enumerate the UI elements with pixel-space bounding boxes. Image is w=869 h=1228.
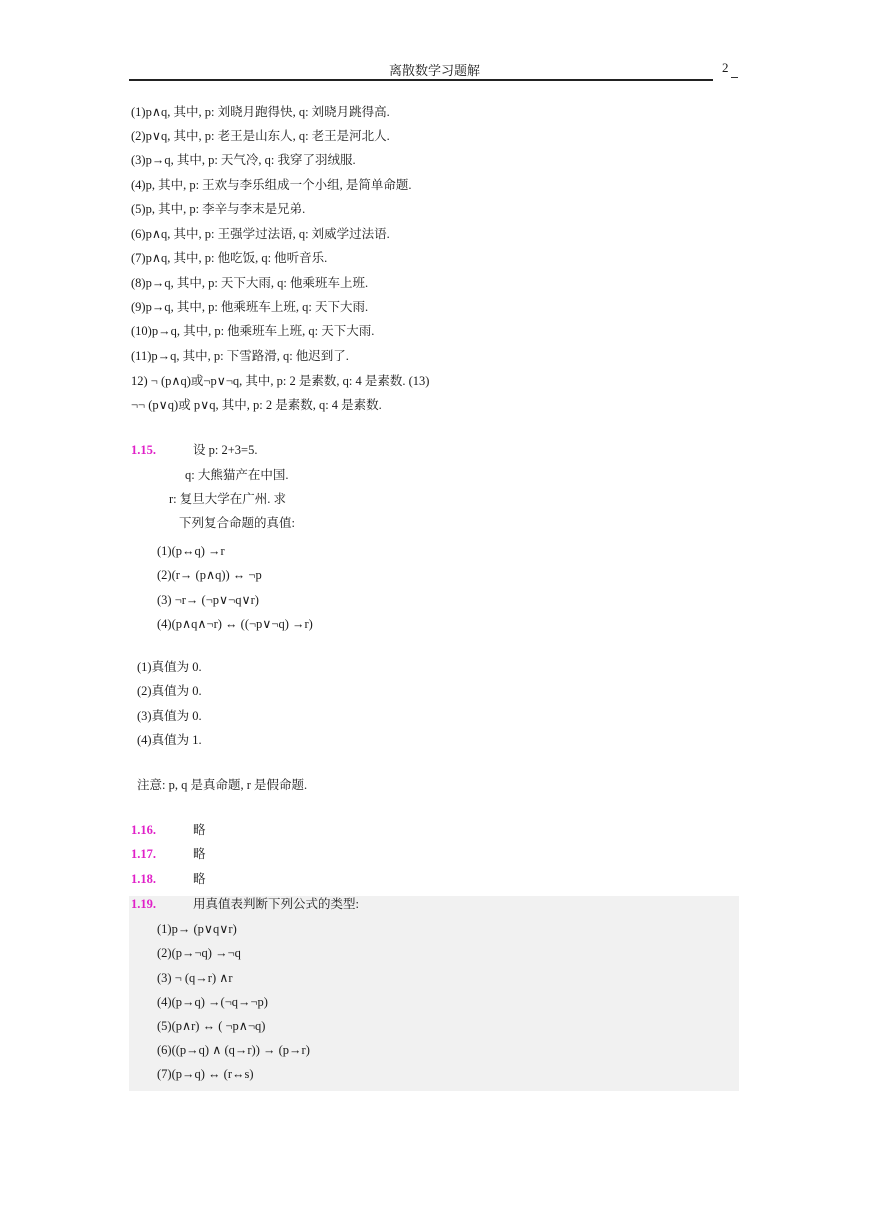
problem-text: 略 xyxy=(193,823,206,837)
formula: (3) ¬ (q→r) ∧r xyxy=(157,971,233,985)
formula: (6)((p→q) ∧ (q→r)) → (p→r) xyxy=(157,1043,310,1057)
answer-line: (5)p, 其中, p: 李辛与李末是兄弟. xyxy=(131,202,306,216)
header-rule xyxy=(129,79,713,81)
answer-line: (11)p→q, 其中, p: 下雪路滑, q: 他迟到了. xyxy=(131,349,349,363)
truth-value-answer: (1)真值为 0. xyxy=(137,660,202,674)
truth-value-answer: (3)真值为 0. xyxy=(137,709,202,723)
answer-line: (1)p∧q, 其中, p: 刘晓月跑得快, q: 刘晓月跳得高. xyxy=(131,105,390,119)
problem-text: 略 xyxy=(193,847,206,861)
problem-text: 略 xyxy=(193,872,206,886)
truth-value-answer: (4)真值为 1. xyxy=(137,733,202,747)
problem-text: 用真值表判断下列公式的类型: xyxy=(193,897,359,911)
problem-number-1-15: 1.15. xyxy=(131,443,156,457)
formula: (5)(p∧r) ↔ ( ¬p∧¬q) xyxy=(157,1019,266,1033)
problem-text: 下列复合命题的真值: xyxy=(179,516,295,530)
answer-line: (6)p∧q, 其中, p: 王强学过法语, q: 刘威学过法语. xyxy=(131,227,390,241)
formula: (3) ¬r→ (¬p∨¬q∨r) xyxy=(157,593,259,607)
problem-text: q: 大熊猫产在中国. xyxy=(185,468,289,482)
formula: (2)(p→¬q) →¬q xyxy=(157,946,241,960)
answer-line: (4)p, 其中, p: 王欢与李乐组成一个小组, 是简单命题. xyxy=(131,178,412,192)
formula: (1)(p↔q) →r xyxy=(157,544,225,558)
answer-line: (3)p→q, 其中, p: 天气冷, q: 我穿了羽绒服. xyxy=(131,153,356,167)
page-number-underline xyxy=(731,77,738,78)
answer-line: (10)p→q, 其中, p: 他乘班车上班, q: 天下大雨. xyxy=(131,324,375,338)
header-title: 离散数学习题解 xyxy=(388,63,480,78)
formula: (1)p→ (p∨q∨r) xyxy=(157,922,237,936)
formula: (7)(p→q) ↔ (r↔s) xyxy=(157,1067,254,1081)
note: 注意: p, q 是真命题, r 是假命题. xyxy=(137,778,308,792)
answer-line: (2)p∨q, 其中, p: 老王是山东人, q: 老王是河北人. xyxy=(131,129,390,143)
answer-line: 12) ¬ (p∧q)或¬p∨¬q, 其中, p: 2 是素数, q: 4 是素数. (13) xyxy=(131,374,430,388)
problem-number-1-18: 1.18. xyxy=(131,872,156,886)
answer-line: (7)p∧q, 其中, p: 他吃饭, q: 他听音乐. xyxy=(131,251,328,265)
page-number: 2 xyxy=(722,60,729,75)
answer-line: (8)p→q, 其中, p: 天下大雨, q: 他乘班车上班. xyxy=(131,276,369,290)
problem-number-1-16: 1.16. xyxy=(131,823,156,837)
truth-value-answer: (2)真值为 0. xyxy=(137,684,202,698)
problem-text: 设 p: 2+3=5. xyxy=(193,443,258,457)
formula: (4)(p→q) →(¬q→¬p) xyxy=(157,995,268,1009)
formula: (4)(p∧q∧¬r) ↔ ((¬p∨¬q) →r) xyxy=(157,617,313,631)
answer-line: (9)p→q, 其中, p: 他乘班车上班, q: 天下大雨. xyxy=(131,300,369,314)
problem-number-1-17: 1.17. xyxy=(131,847,156,861)
answer-line: ¬¬ (p∨q)或 p∨q, 其中, p: 2 是素数, q: 4 是素数. xyxy=(131,398,382,412)
problem-text: r: 复旦大学在广州. 求 xyxy=(169,492,287,506)
formula: (2)(r→ (p∧q)) ↔ ¬p xyxy=(157,568,262,582)
problem-number-1-19: 1.19. xyxy=(131,897,156,911)
